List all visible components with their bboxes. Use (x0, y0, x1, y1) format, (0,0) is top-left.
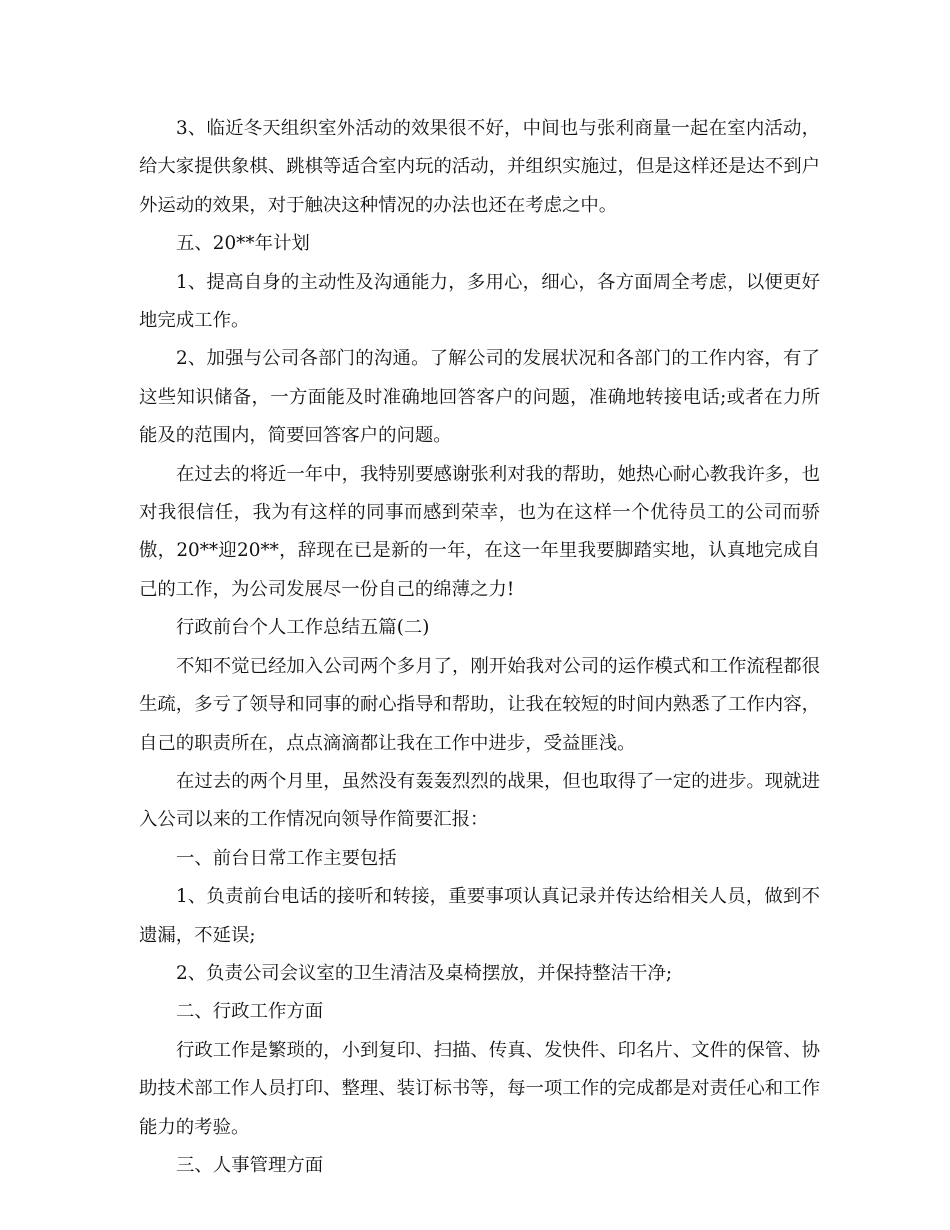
section-heading-plan: 五、20**年计划 (176, 233, 310, 255)
front-desk-item-2: 2、负责公司会议室的卫生清洁及桌椅摆放，并保持整洁干净; (176, 962, 673, 984)
thanks-paragraph: 在过去的将近一年中，我特别要感谢张利对我的帮助，她热心耐心教我许多，也对我很信任，我为有这样的同事而感到荣幸，也为在这样一个优待员工的公司而骄傲，20**迎20**，辞现在已是新的一年，在这一年里我要脚踏实地，认真地完成自己的工作，为公司发展尽一份自己的绵薄之力! (139, 463, 820, 600)
section-heading-front-desk: 一、前台日常工作主要包括 (176, 847, 397, 869)
plan-item-2: 2、加强与公司各部门的沟通。了解公司的发展状况和各部门的工作内容，有了这些知识储备，一方面能及时准确地回答客户的问题，准确地转接电话;或者在力所能及的范围内，简要回答客户的问题。 (139, 348, 820, 447)
plan-item-1: 1、提高自身的主动性及沟通能力，多用心，细心，各方面周全考虑，以便更好地完成工作。 (139, 271, 820, 332)
report-intro-paragraph: 在过去的两个月里，虽然没有轰轰烈烈的战果，但也取得了一定的进步。现就进入公司以来的工作情况向领导作简要汇报： (139, 770, 820, 831)
paragraph-item-3-outdoor-activities: 3、临近冬天组织室外活动的效果很不好，中间也与张利商量一起在室内活动，给大家提供象棋、跳棋等适合室内玩的活动，并组织实施过，但是这样还是达不到户外运动的效果，对于触决这种情况的办法也还在考虑之中。 (139, 118, 820, 216)
intro-paragraph: 不知不觉已经加入公司两个多月了，刚开始我对公司的运作模式和工作流程都很生疏，多亏了领导和同事的耐心指导和帮助，让我在较短的时间内熟悉了工作内容，自己的职责所在，点点滴滴都让我在工作中进步，受益匪浅。 (139, 655, 820, 754)
document-body (139, 110, 820, 1185)
article-title-part-2: 行政前台个人工作总结五篇(二) (176, 617, 430, 639)
front-desk-item-1: 1、负责前台电话的接听和转接，重要事项认真记录并传达给相关人员，做到不遗漏，不延误; (139, 886, 820, 946)
section-heading-admin: 二、行政工作方面 (176, 1001, 324, 1023)
section-heading-hr: 三、人事管理方面 (176, 1154, 324, 1176)
admin-paragraph: 行政工作是繁琐的，小到复印、扫描、传真、发快件、印名片、文件的保管、协助技术部工作人员打印、整理、装订标书等，每一项工作的完成都是对责任心和工作能力的考验。 (139, 1039, 820, 1138)
